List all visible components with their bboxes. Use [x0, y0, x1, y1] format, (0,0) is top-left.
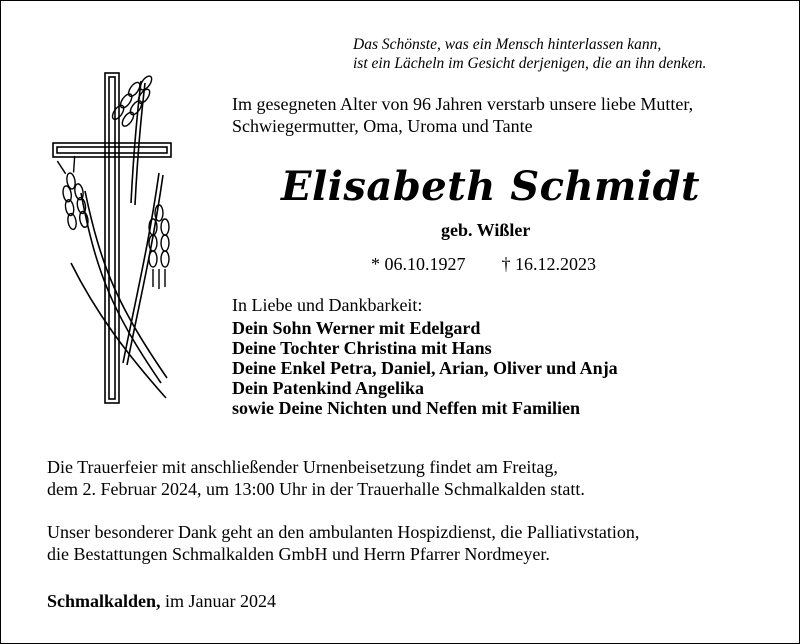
gratitude-line-1: Unser besonderer Dank geht an den ambulanten Hospizdienst, die Palliativstation,: [47, 522, 640, 542]
birth-date: * 06.10.1927: [371, 254, 466, 274]
thanks-label: In Liebe und Dankbarkeit:: [232, 295, 423, 315]
ceremony-line-2: dem 2. Februar 2024, um 13:00 Uhr in der Trauerhalle Schmalkalden statt.: [47, 479, 585, 499]
mourner-line: Deine Tochter Christina mit Hans: [232, 338, 492, 358]
quote-line-1: Das Schönste, was ein Mensch hinterlassen kann,: [353, 36, 662, 53]
acknowledgements: [47, 521, 639, 565]
death-date: † 16.12.2023: [501, 254, 596, 274]
gratitude-line-2: die Bestattungen Schmalkalden GmbH und Herrn Pfarrer Nordmeyer.: [47, 544, 550, 564]
intro-line-1: Im gesegneten Alter von 96 Jahren verstarb unsere liebe Mutter,: [232, 94, 694, 114]
ceremony-line-1: Die Trauerfeier mit anschließender Urnenbeisetzung findet am Freitag,: [47, 457, 558, 477]
life-dates: [371, 253, 596, 275]
memorial-quote: [353, 35, 773, 73]
funeral-details: [47, 456, 585, 500]
death-announcement: [232, 93, 693, 137]
place-and-date: [47, 590, 276, 612]
mourner-line: Deine Enkel Petra, Daniel, Arian, Oliver und Anja: [232, 358, 618, 378]
closing-place: Schmalkalden,: [47, 591, 161, 611]
mourners-list: [232, 318, 618, 418]
mourner-line: sowie Deine Nichten und Neffen mit Familien: [232, 398, 580, 418]
intro-line-2: Schwiegermutter, Oma, Uroma und Tante: [232, 116, 533, 136]
closing-date: im Januar 2024: [160, 591, 277, 611]
mourner-line: Dein Sohn Werner mit Edelgard: [232, 318, 481, 338]
deceased-name: Elisabeth Schmidt: [281, 163, 701, 210]
mourner-line: Dein Patenkind Angelika: [232, 378, 425, 398]
quote-line-2: ist ein Lächeln im Gesicht derjenigen, die an ihn denken.: [353, 55, 707, 72]
cross-with-wheat-icon: [41, 63, 181, 408]
birth-name: geb. Wißler: [441, 220, 531, 240]
